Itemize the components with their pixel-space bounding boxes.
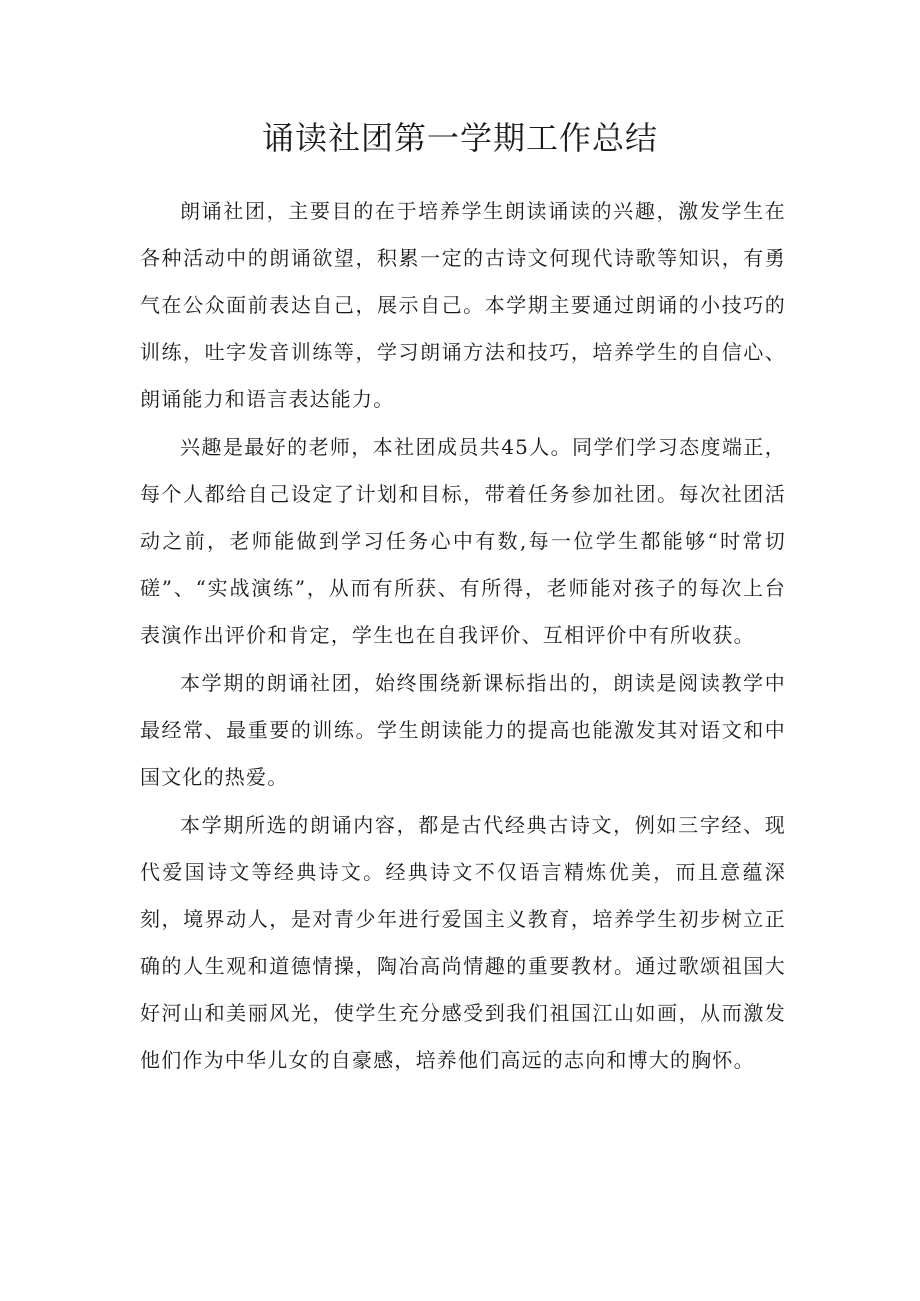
paragraph-3: 本学期的朗诵社团，始终围绕新课标指出的，朗读是阅读教学中最经常、最重要的训练。学生朗读能力的提高也能激发其对语文和中国文化的热爱。: [140, 671, 786, 789]
paragraph-4: 本学期所选的朗诵内容，都是古代经典古诗文，例如三字经、现代爱国诗文等经典诗文。经典诗文不仅语言精炼优美，而且意蕴深刻，境界动人，是对青少年进行爱国主义教育，培养学生初步树立正确的人生观和道德情操，陶冶高尚情趣的重要教材。通过歌颂祖国大好河山和美丽风光，使学生充分感受到我们祖国江山如画，从而激发他们作为中华儿女的自豪感，培养他们高远的志向和博大的胸怀。: [140, 813, 786, 1072]
paragraph-2: 兴趣是最好的老师，本社团成员共45人。同学们学习态度端正，每个人都给自己设定了计划和目标，带着任务参加社团。每次社团活动之前，老师能做到学习任务心中有数,每一位学生都能够“时常切磋”、“实战演练”，从而有所获、有所得，老师能对孩子的每次上台表演作出评价和肯定，学生也在自我评价、互相评价中有所收获。: [140, 435, 786, 647]
document-title: 诵读社团第一学期工作总结: [261, 119, 658, 157]
document-body: [140, 188, 786, 1084]
paragraph-1: 朗诵社团，主要目的在于培养学生朗读诵读的兴趣，激发学生在各种活动中的朗诵欲望，积累一定的古诗文何现代诗歌等知识，有勇气在公众面前表达自己，展示自己。本学期主要通过朗诵的小技巧的训练，吐字发音训练等，学习朗诵方法和技巧，培养学生的自信心、朗诵能力和语言表达能力。: [140, 199, 786, 411]
